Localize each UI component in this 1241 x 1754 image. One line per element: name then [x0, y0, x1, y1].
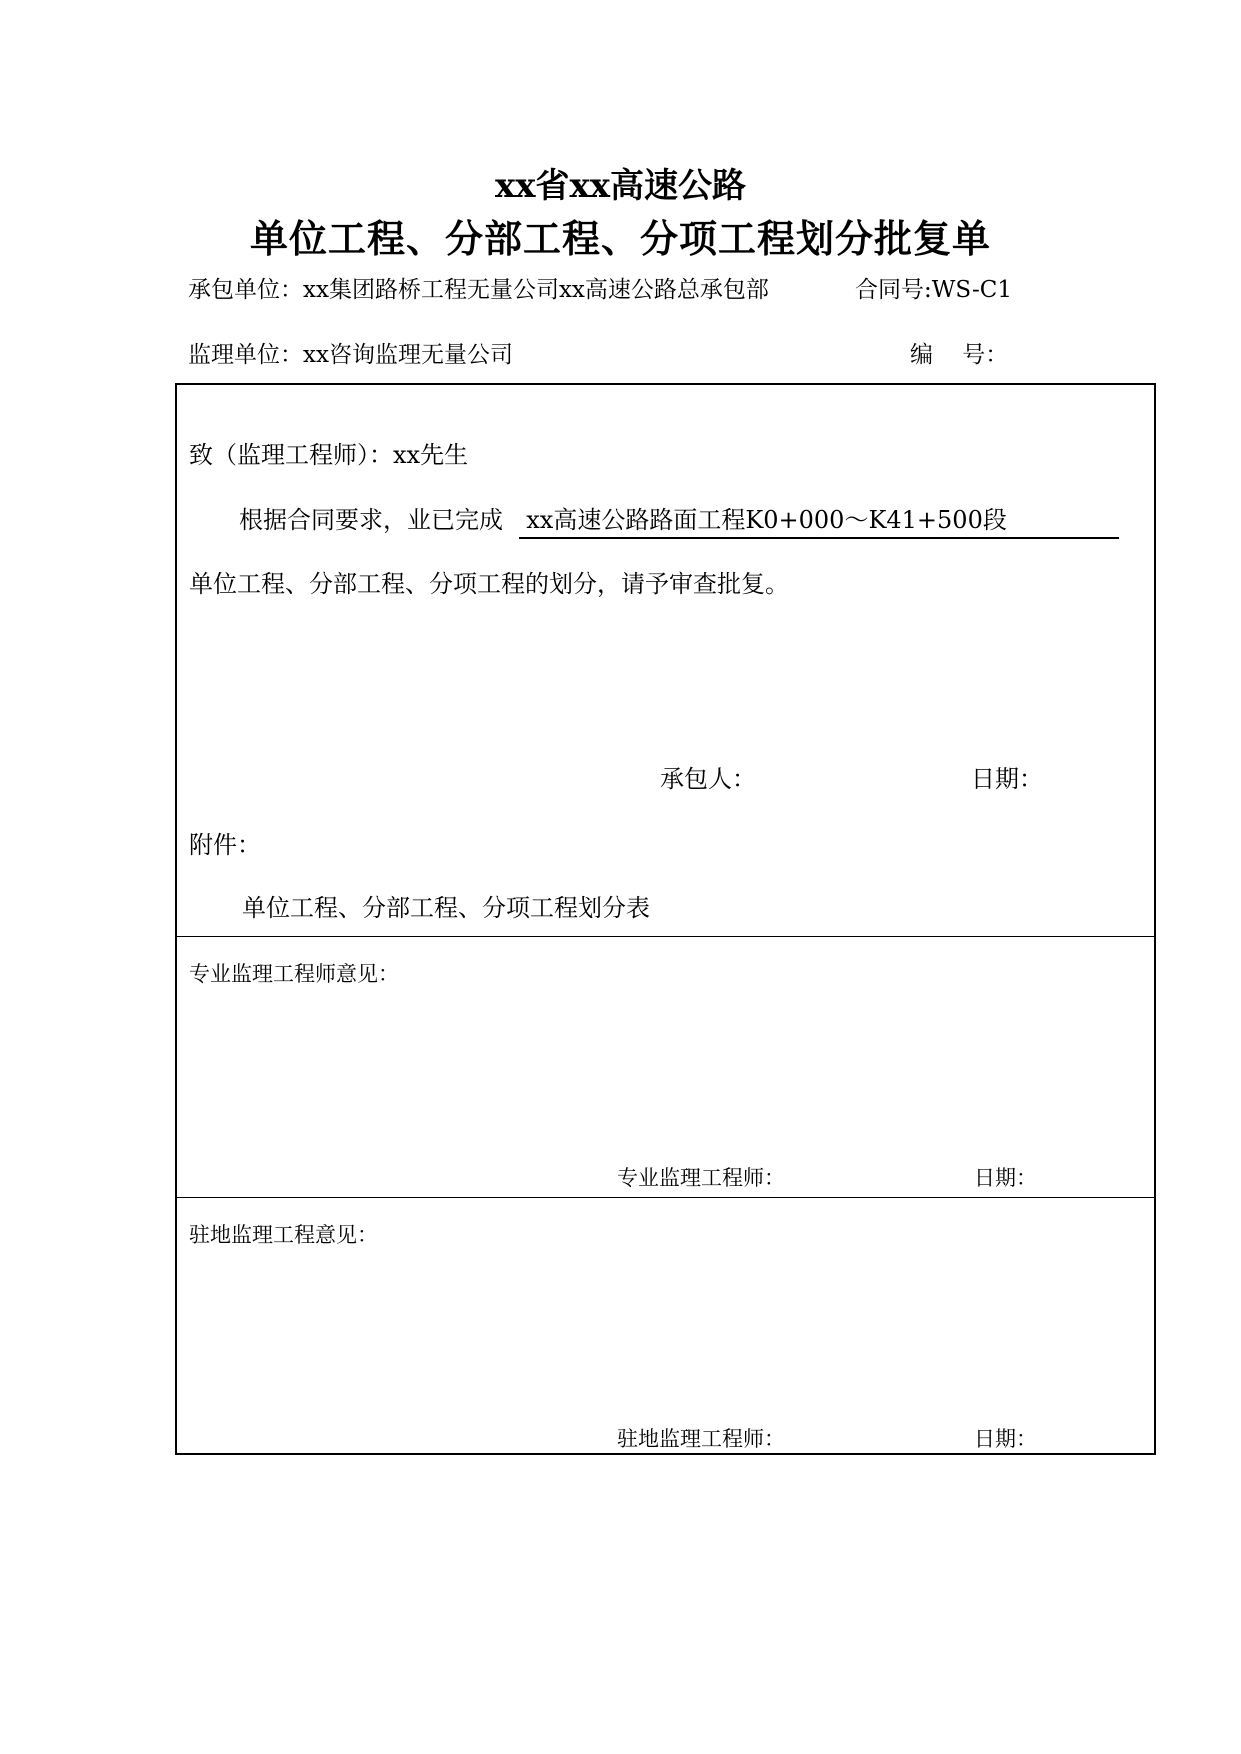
- attachment-item: 单位工程、分部工程、分项工程划分表: [242, 894, 650, 922]
- contract-number: 合同号:WS-C1: [855, 277, 1012, 303]
- document-title: xx省xx高速公路: [494, 166, 747, 206]
- contractor-label: 承包单位：: [188, 277, 303, 303]
- form-table: [175, 383, 1156, 1455]
- section-divider-2: [177, 1197, 1154, 1198]
- document-subtitle: 单位工程、分部工程、分项工程划分批复单: [249, 217, 991, 261]
- attachment-label: 附件：: [189, 831, 261, 859]
- supervisor-value: xx咨询监理无量公司: [303, 342, 513, 368]
- request-prefix: 根据合同要求，业已完成: [239, 506, 503, 534]
- contractor-date-label: 日期：: [971, 765, 1043, 793]
- professional-engineer-opinion-heading: 专业监理工程师意见：: [189, 962, 399, 986]
- contractor-line: [188, 271, 769, 304]
- professional-engineer-date-label: 日期：: [974, 1166, 1037, 1190]
- contractor-value: xx集团路桥工程无量公司xx高速公路总承包部: [303, 277, 769, 303]
- contractor-signature-label: 承包人：: [660, 765, 756, 793]
- supervisor-line: [188, 336, 513, 369]
- resident-engineer-opinion-heading: 驻地监理工程意见：: [189, 1223, 378, 1247]
- completed-work-field: xx高速公路路面工程K0+000～K41+500段: [519, 500, 1119, 539]
- serial-number-label: 编 号：: [910, 342, 1009, 368]
- section-divider-1: [177, 936, 1154, 937]
- supervisor-label: 监理单位：: [188, 342, 303, 368]
- professional-engineer-signature-label: 专业监理工程师：: [617, 1166, 785, 1190]
- request-line-2: 单位工程、分部工程、分项工程的划分，请予审查批复。: [189, 570, 789, 598]
- request-line: [239, 500, 1119, 539]
- addressee-line: 致（监理工程师）：xx先生: [189, 441, 469, 469]
- resident-engineer-date-label: 日期：: [974, 1427, 1037, 1451]
- resident-engineer-signature-label: 驻地监理工程师：: [617, 1427, 785, 1451]
